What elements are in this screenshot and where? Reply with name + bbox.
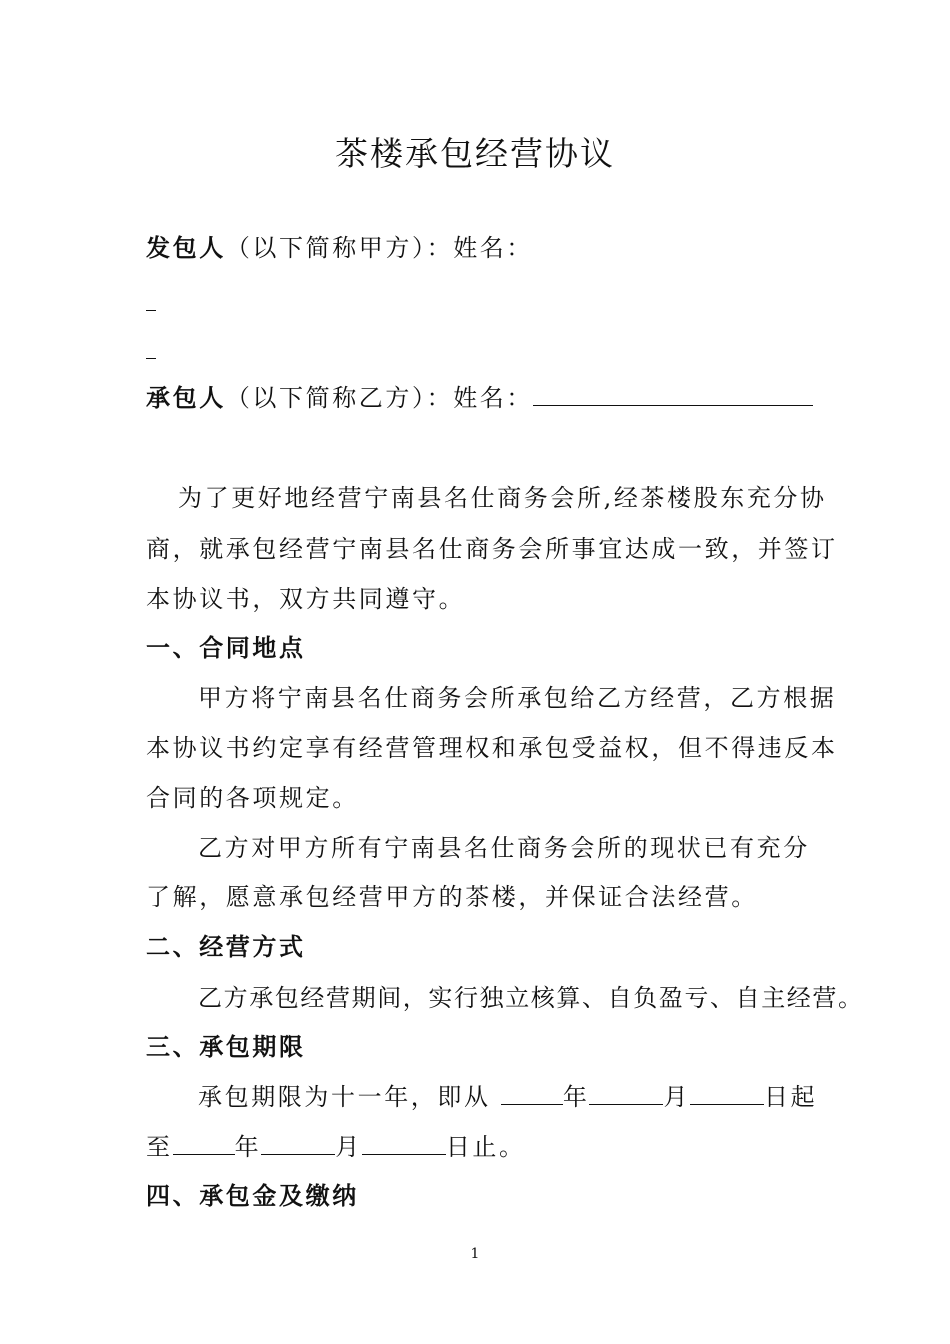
section-3-line-1 — [198, 1081, 817, 1113]
start-year-blank — [501, 1082, 563, 1105]
section-2-heading: 二、经营方式 — [146, 932, 306, 961]
term-end-prefix: 至 — [146, 1133, 173, 1161]
party-b-line — [146, 382, 813, 414]
blank-line-2 — [146, 358, 156, 359]
section-1-para1-line-1: 甲方将宁南县名仕商务会所承包给乙方经营，乙方根据 — [198, 684, 837, 712]
party-b-name-blank — [533, 383, 813, 406]
party-a-line — [146, 232, 533, 264]
section-2-para: 乙方承包经营期间，实行独立核算、自负盈亏、自主经营。 — [198, 984, 864, 1012]
end-month-label: 月 — [335, 1133, 362, 1161]
section-4-heading: 四、承包金及缴纳 — [146, 1181, 359, 1210]
section-3-line-2 — [146, 1131, 526, 1163]
intro-line-2: 商，就承包经营宁南县名仕商务会所事宜达成一致，并签订 — [146, 535, 838, 563]
start-day-blank — [690, 1082, 764, 1105]
party-a-text: （以下简称甲方）：姓名： — [225, 234, 534, 262]
start-year-label: 年 — [562, 1083, 590, 1111]
section-1-heading: 一、合同地点 — [146, 633, 306, 662]
page-number: 1 — [470, 1246, 480, 1262]
end-year-label: 年 — [234, 1133, 262, 1161]
section-3-heading: 三、承包期限 — [146, 1032, 306, 1061]
document-title: 茶楼承包经营协议 — [335, 134, 615, 173]
intro-line-3: 本协议书，双方共同遵守。 — [146, 585, 466, 613]
term-start-prefix: 承包期限为十一年，即从 — [198, 1083, 501, 1111]
start-month-blank — [589, 1082, 663, 1105]
end-year-blank — [173, 1132, 235, 1155]
end-month-blank — [261, 1132, 335, 1155]
section-1-para2-line-1: 乙方对甲方所有宁南县名仕商务会所的现状已有充分 — [198, 834, 810, 862]
end-day-blank — [362, 1132, 446, 1155]
start-day-suffix: 日起 — [764, 1083, 818, 1111]
party-b-text: （以下简称乙方）：姓名： — [225, 384, 534, 412]
section-1-para1-line-2: 本协议书约定享有经营管理权和承包受益权，但不得违反本 — [146, 734, 838, 762]
start-month-label: 月 — [663, 1083, 691, 1111]
blank-line-1 — [146, 310, 156, 311]
section-1-para1-line-3: 合同的各项规定。 — [146, 784, 359, 812]
party-b-label: 承包人 — [146, 383, 226, 412]
party-a-label: 发包人 — [146, 233, 226, 262]
section-1-para2-line-2: 了解，愿意承包经营甲方的茶楼，并保证合法经营。 — [146, 883, 758, 911]
intro-line-1: 为了更好地经营宁南县名仕商务会所,经茶楼股东充分协 — [178, 484, 827, 512]
end-day-suffix: 日止。 — [445, 1133, 526, 1161]
